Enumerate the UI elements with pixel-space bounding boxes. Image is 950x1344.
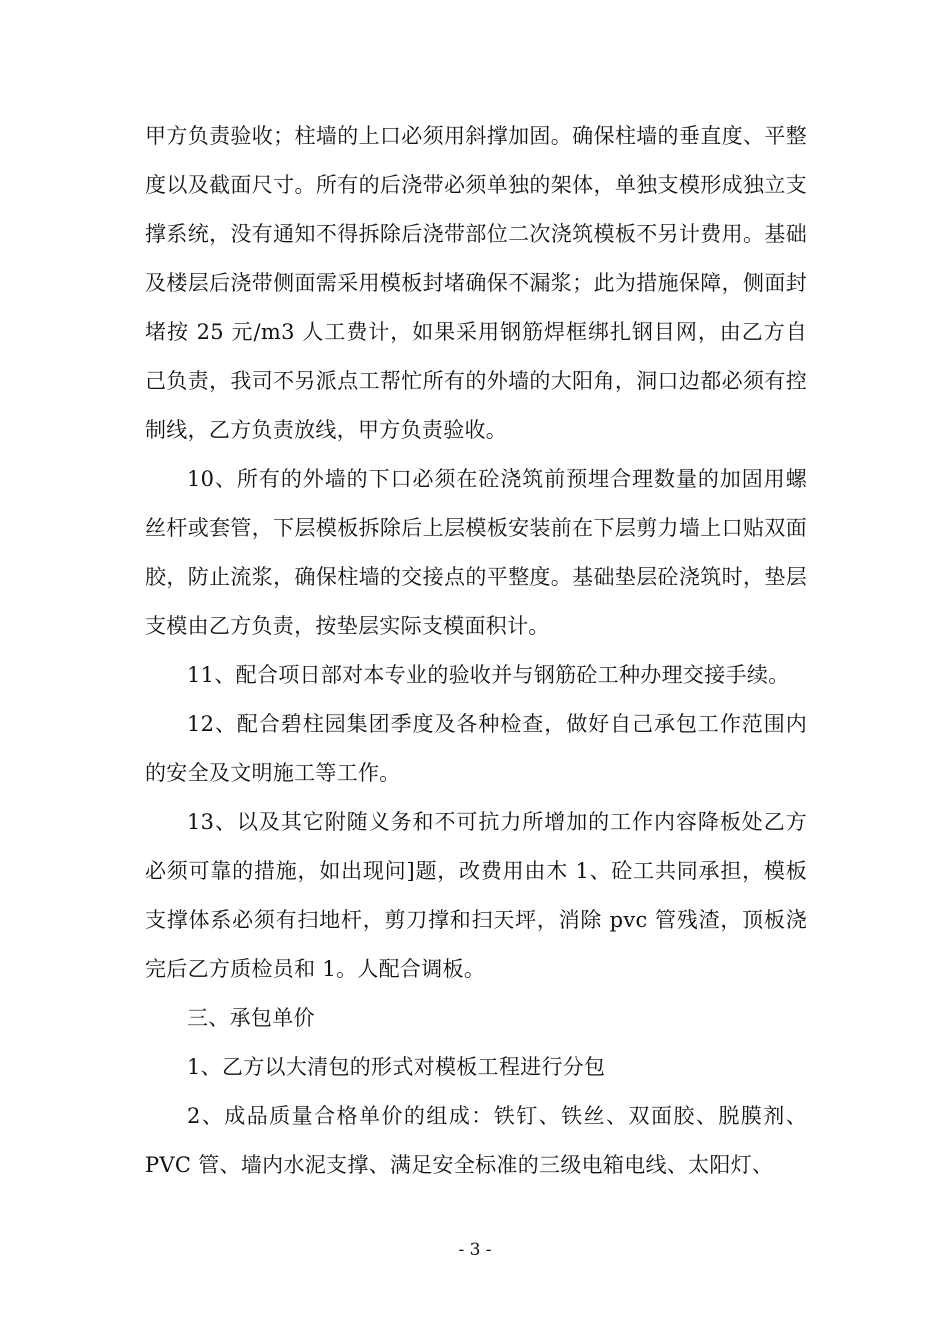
paragraph-item-2: 2、成品质量合格单价的组成：铁钉、铁丝、双面胶、脱膜剂、PVC 管、墙内水泥支撑、满足安全标准的三级电箱电线、太阳灯、 [145,1104,807,1177]
paragraph-item-10: 10、所有的外墙的下口必须在砼浇筑前预埋合理数量的加固用螺丝杆或套管，下层模板拆除后上层模板安装前在下层剪力墙上口贴双面胶，防止流浆，确保柱墙的交接点的平整度。基础垫层砼浇筑时，垫层支模由乙方负责，按垫层实际支模面积计。 [145,467,807,638]
page-number: - 3 - [458,1240,492,1260]
document-body [145,112,807,1190]
paragraph-item-13: 13、以及其它附随义务和不可抗力所增加的工作内容降板处乙方必须可靠的措施，如出现问]题，改费用由木 1、砼工共同承担，模板支撑体系必须有扫地杆，剪刀撑和扫天坪，消除 pvc 管残渣，顶板浇完后乙方质检员和 1。人配合调板。 [145,810,807,981]
paragraph-item-11: 11、配合项日部对本专业的验收并与钢筋砼工种办理交接手续。 [187,663,790,687]
paragraph-item-12: 12、配合碧柱园集团季度及各种检查，做好自己承包工作范围内的安全及文明施工等工作。 [145,712,807,785]
section-heading: 三、承包单价 [187,1006,315,1030]
paragraph-item-1: 1、乙方以大清包的形式对模板工程进行分包 [187,1055,606,1079]
paragraph-continuation: 甲方负责验收；柱墙的上口必须用斜撑加固。确保柱墙的垂直度、平整度以及截面尺寸。所有的后浇带必须单独的架体，单独支模形成独立支撑系统，没有通知不得拆除后浇带部位二次浇筑模板不另计费用。基础及楼层后浇带侧面需采用模板封堵确保不漏浆；此为措施保障，侧面封堵按 25 元/m3 人工费计，如果采用钢筋焊框绑扎钢目网，由乙方自己负责，我司不另派点工帮忙所有的外墙的大阳角，洞口边都必须有控制线，乙方负责放线，甲方负责验收。 [145,124,807,442]
